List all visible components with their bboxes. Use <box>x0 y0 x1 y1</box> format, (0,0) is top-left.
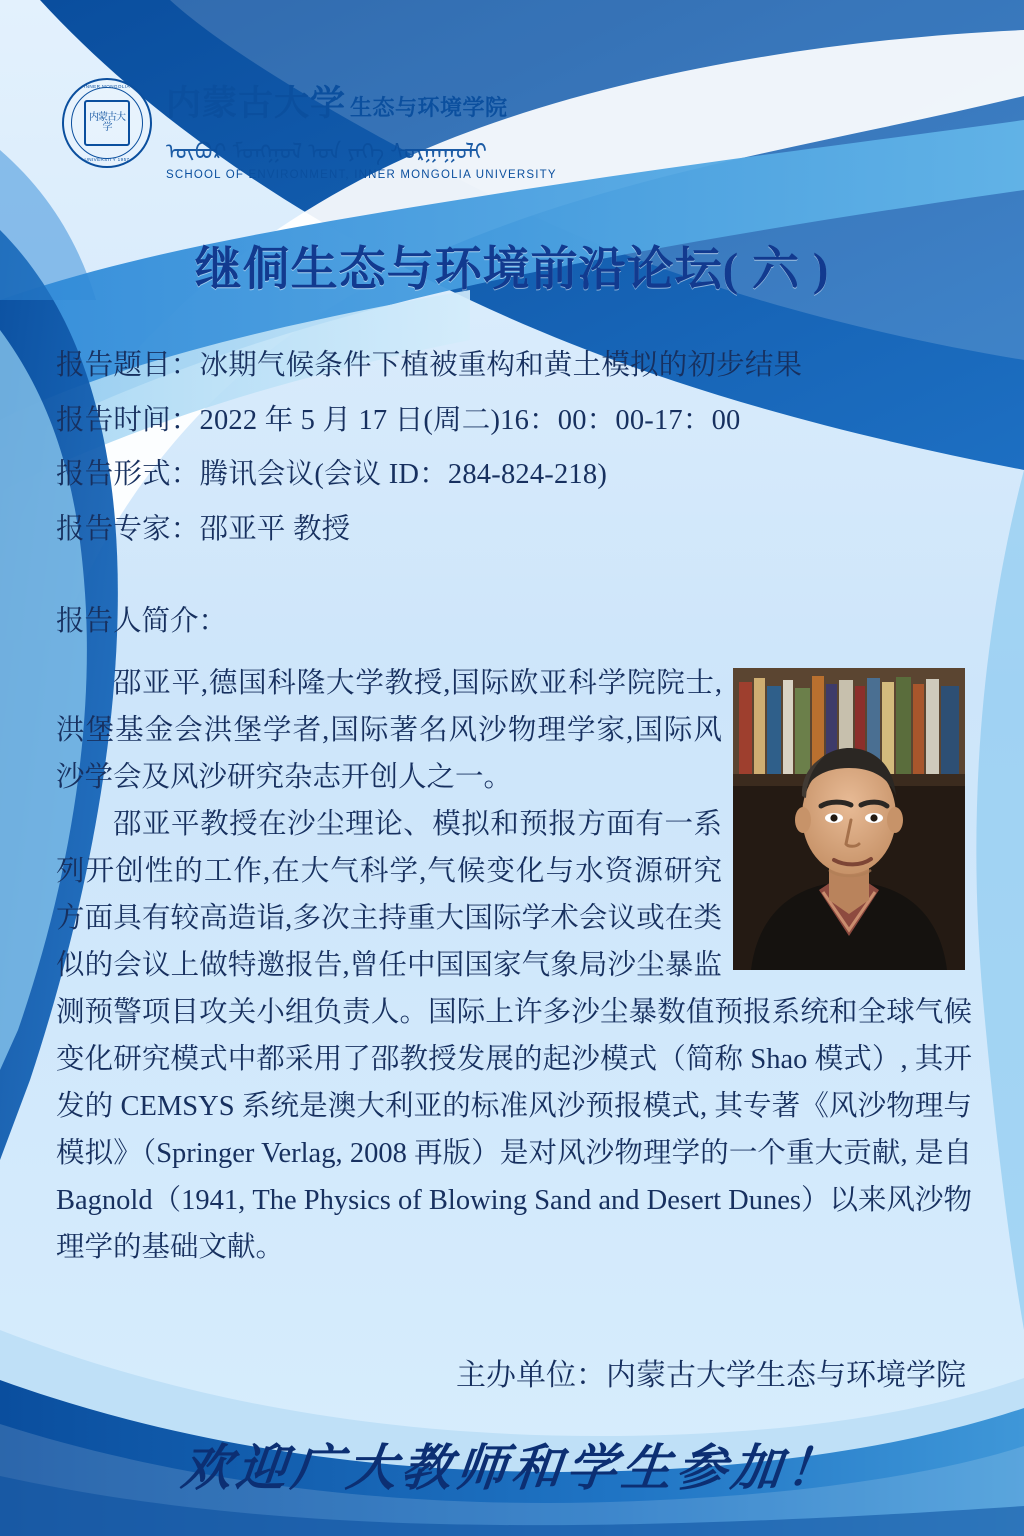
info-row-speaker <box>56 513 986 545</box>
seal-bottom-text: UNIVERSITY 1957 <box>84 157 130 162</box>
speaker-bio-body <box>56 660 972 1271</box>
university-name-en: SCHOOL OF ENVIRONMENT, INNER MONGOLIA UNIVERSITY <box>166 169 557 181</box>
page-title: 继侗生态与环境前沿论坛( 六 ) <box>194 244 830 296</box>
university-name-main: 内蒙古大学 <box>166 84 347 123</box>
university-wordmark <box>166 72 557 181</box>
university-seal-icon <box>62 78 152 168</box>
info-label-topic: 报告题目： <box>56 350 200 381</box>
info-value-time: 2022 年 5 月 17 日(周二)16：00：00-17：00 <box>199 404 741 436</box>
info-label-speaker: 报告专家： <box>56 513 200 545</box>
info-row-format <box>56 461 986 490</box>
university-header <box>62 72 582 202</box>
seal-core-text: 内蒙古大学 <box>84 100 130 146</box>
organizer-line: 主办单位：内蒙古大学生态与环境学院 <box>456 1359 966 1392</box>
university-name-mongolian: ᠦᠪᠦᠷ ᠮᠣᠩᠭᠣᠯ ᠤᠨ ᠶᠡᠬᠡ ᠰᠤᠷᠭᠠᠭᠤᠯᠢ <box>166 139 487 164</box>
info-value-speaker: 邵亚平 教授 <box>199 513 351 545</box>
portrait-text-wrap-spacer <box>722 660 972 970</box>
seal-top-text: INNER MONGOLIA <box>84 84 130 89</box>
info-row-topic <box>56 352 986 381</box>
info-row-time <box>56 404 986 436</box>
info-label-format: 报告形式： <box>56 459 200 490</box>
speaker-bio-heading: 报告人简介： <box>56 606 228 637</box>
school-name-sub: 生态与环境学院 <box>350 95 508 120</box>
info-value-topic: 冰期气候条件下植被重构和黄土模拟的初步结果 <box>199 350 803 381</box>
event-info-block <box>56 352 986 570</box>
info-value-format: 腾讯会议(会议 ID：284-824-218) <box>199 459 608 490</box>
info-label-time: 报告时间： <box>56 404 200 436</box>
bio-paragraph-1: 邵亚平,德国科隆大学教授,国际欧亚科学院院士,洪堡基金会洪堡学者,国际著名风沙物理学家,国际风沙学会及风沙研究杂志开创人之一。 <box>56 668 722 793</box>
bio-paragraph-2: 邵亚平教授在沙尘理论、模拟和预报方面有一系列开创性的工作,在大气科学,气候变化与水资源研究方面具有较高造诣,多次主持重大国际学术会议或在类似的会议上做特邀报告,曾任中国国家气象局沙尘暴监测预警项目攻关小组负责人。国际上许多沙尘暴数值预报系统和全球气候变化研究模式中都采用了邵教授发展的起沙模式（简称 Shao 模式）, 其开发的 CEMSYS 系统是澳大利亚的标准风沙预报模式, 其专著《风沙物理与模拟》（Springer Verlag, 2008 再版）是对风沙物理学的一个重大贡献, 是自 Bagnold（1941, The Physics of Blowing Sand and Desert Dunes）以来风沙物理学的基础文献。 <box>56 809 972 1263</box>
university-name-cn <box>166 76 557 126</box>
welcome-slogan: 欢迎广大教师和学生参加！ <box>178 1440 845 1496</box>
